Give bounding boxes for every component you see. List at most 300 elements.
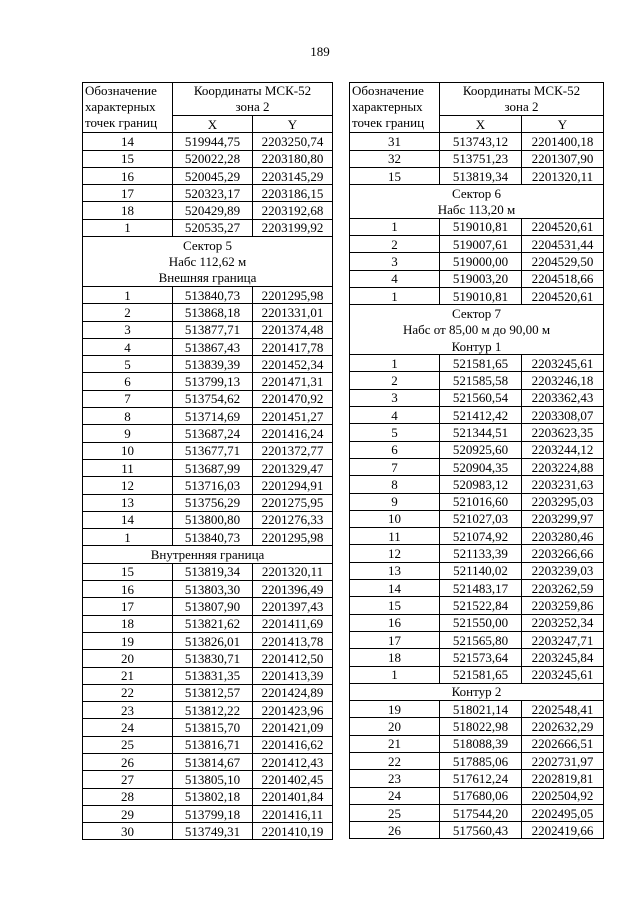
point-number-cell: 31 — [350, 133, 440, 150]
y-coordinate-cell: 2203250,74 — [253, 133, 333, 150]
point-number-cell: 15 — [83, 150, 173, 167]
table-row — [83, 202, 333, 219]
y-coordinate-cell: 2201295,98 — [253, 529, 333, 546]
y-coordinate-cell: 2201402,45 — [253, 771, 333, 788]
table-row — [350, 649, 604, 666]
x-coordinate-cell: 518088,39 — [440, 735, 522, 752]
table-row — [350, 270, 604, 287]
x-coordinate-cell: 517544,20 — [440, 804, 522, 821]
x-coordinate-cell: 513830,71 — [173, 650, 253, 667]
table-row — [83, 356, 333, 373]
x-coordinate-cell: 519000,00 — [440, 253, 522, 270]
table-row — [83, 632, 333, 649]
table-row — [350, 735, 604, 752]
section-row — [350, 185, 604, 202]
table-row — [83, 529, 333, 546]
coordinates-table-right — [349, 82, 604, 839]
section-label: Набс 113,20 м — [350, 201, 604, 218]
section-row — [350, 338, 604, 355]
header-designation-line: точек границ — [85, 115, 158, 130]
table-row — [350, 752, 604, 769]
section-label: Сектор 7 — [350, 305, 604, 322]
y-coordinate-cell: 2202632,29 — [522, 718, 604, 735]
x-coordinate-cell: 513716,03 — [173, 477, 253, 494]
table-row — [83, 477, 333, 494]
y-coordinate-cell: 2203180,80 — [253, 150, 333, 167]
x-coordinate-cell: 521412,42 — [440, 407, 522, 424]
section-label: Контур 1 — [350, 338, 604, 355]
x-coordinate-cell: 521522,84 — [440, 597, 522, 614]
x-coordinate-cell: 513815,70 — [173, 719, 253, 736]
section-row — [83, 237, 333, 254]
x-coordinate-cell: 521140,02 — [440, 562, 522, 579]
x-coordinate-cell: 519007,61 — [440, 236, 522, 253]
header-designation-line: точек границ — [352, 115, 425, 130]
table-row — [350, 253, 604, 270]
section-row — [350, 305, 604, 322]
x-coordinate-cell: 521581,65 — [440, 666, 522, 683]
point-number-cell: 14 — [350, 580, 440, 597]
table-row — [83, 321, 333, 338]
point-number-cell: 17 — [83, 598, 173, 615]
point-number-cell: 29 — [83, 805, 173, 822]
point-number-cell: 1 — [350, 218, 440, 235]
table-row — [350, 476, 604, 493]
y-coordinate-cell: 2202504,92 — [522, 787, 604, 804]
point-number-cell: 23 — [83, 702, 173, 719]
y-coordinate-cell: 2201413,39 — [253, 667, 333, 684]
x-coordinate-cell: 513819,34 — [440, 167, 522, 184]
table-row — [83, 390, 333, 407]
point-number-cell: 30 — [83, 823, 173, 840]
point-number-cell: 24 — [83, 719, 173, 736]
point-number-cell: 26 — [350, 822, 440, 839]
header-designation-line: характерных — [85, 99, 156, 114]
y-coordinate-cell: 2203224,88 — [522, 458, 604, 475]
y-coordinate-cell: 2201307,90 — [522, 150, 604, 167]
y-coordinate-cell: 2203199,92 — [253, 219, 333, 236]
point-number-cell: 17 — [83, 185, 173, 202]
table-row — [350, 770, 604, 787]
point-number-cell: 15 — [83, 563, 173, 580]
x-coordinate-cell: 513803,30 — [173, 581, 253, 598]
point-number-cell: 3 — [350, 389, 440, 406]
point-number-cell: 3 — [83, 321, 173, 338]
x-coordinate-cell: 513812,57 — [173, 684, 253, 701]
section-label: Сектор 6 — [350, 185, 604, 202]
x-coordinate-cell: 521016,60 — [440, 493, 522, 510]
table-row — [83, 150, 333, 167]
table-row — [83, 408, 333, 425]
header-coordinates-line: зона 2 — [235, 99, 270, 114]
point-number-cell: 27 — [83, 771, 173, 788]
x-coordinate-cell: 513756,29 — [173, 494, 253, 511]
point-number-cell: 15 — [350, 167, 440, 184]
x-coordinate-cell: 521585,58 — [440, 372, 522, 389]
header-designation — [350, 83, 440, 133]
y-coordinate-cell: 2201320,11 — [522, 167, 604, 184]
point-number-cell: 6 — [350, 441, 440, 458]
table-row — [83, 615, 333, 632]
table-row — [350, 407, 604, 424]
x-coordinate-cell: 513867,43 — [173, 338, 253, 355]
table-row — [83, 667, 333, 684]
y-coordinate-cell: 2203245,61 — [522, 666, 604, 683]
y-coordinate-cell: 2202419,66 — [522, 822, 604, 839]
y-coordinate-cell: 2203239,03 — [522, 562, 604, 579]
table-row — [83, 425, 333, 442]
point-number-cell: 8 — [83, 408, 173, 425]
table-row — [350, 287, 604, 304]
section-label: Сектор 5 — [83, 237, 333, 254]
y-coordinate-cell: 2201411,69 — [253, 615, 333, 632]
y-coordinate-cell: 2204520,61 — [522, 218, 604, 235]
x-coordinate-cell: 513868,18 — [173, 304, 253, 321]
point-number-cell: 12 — [350, 545, 440, 562]
table-row — [350, 545, 604, 562]
table-row — [350, 631, 604, 648]
table-row — [350, 133, 604, 150]
y-coordinate-cell: 2201424,89 — [253, 684, 333, 701]
table-row — [350, 718, 604, 735]
y-coordinate-cell: 2203192,68 — [253, 202, 333, 219]
point-number-cell: 2 — [83, 304, 173, 321]
point-number-cell: 25 — [83, 736, 173, 753]
y-coordinate-cell: 2203266,66 — [522, 545, 604, 562]
header-x: X — [440, 116, 522, 133]
y-coordinate-cell: 2201451,27 — [253, 408, 333, 425]
y-coordinate-cell: 2203299,97 — [522, 510, 604, 527]
point-number-cell: 10 — [350, 510, 440, 527]
y-coordinate-cell: 2203295,03 — [522, 493, 604, 510]
point-number-cell: 5 — [350, 424, 440, 441]
x-coordinate-cell: 513799,18 — [173, 805, 253, 822]
y-coordinate-cell: 2202495,05 — [522, 804, 604, 821]
point-number-cell: 20 — [350, 718, 440, 735]
x-coordinate-cell: 513805,10 — [173, 771, 253, 788]
table-row — [83, 494, 333, 511]
y-coordinate-cell: 2201320,11 — [253, 563, 333, 580]
x-coordinate-cell: 521344,51 — [440, 424, 522, 441]
table-row — [350, 150, 604, 167]
x-coordinate-cell: 517885,06 — [440, 752, 522, 769]
table-row — [83, 167, 333, 184]
table-body-left — [83, 133, 333, 840]
y-coordinate-cell: 2204531,44 — [522, 236, 604, 253]
table-row — [83, 702, 333, 719]
table-row — [83, 771, 333, 788]
y-coordinate-cell: 2202819,81 — [522, 770, 604, 787]
table-row — [83, 511, 333, 528]
point-number-cell: 4 — [83, 338, 173, 355]
x-coordinate-cell: 513821,62 — [173, 615, 253, 632]
x-coordinate-cell: 519010,81 — [440, 287, 522, 304]
table-row — [350, 528, 604, 545]
x-coordinate-cell: 517680,06 — [440, 787, 522, 804]
point-number-cell: 11 — [350, 528, 440, 545]
point-number-cell: 10 — [83, 442, 173, 459]
y-coordinate-cell: 2201416,24 — [253, 425, 333, 442]
x-coordinate-cell: 513812,22 — [173, 702, 253, 719]
x-coordinate-cell: 521133,39 — [440, 545, 522, 562]
x-coordinate-cell: 513749,31 — [173, 823, 253, 840]
point-number-cell: 16 — [350, 614, 440, 631]
section-row — [350, 201, 604, 218]
point-number-cell: 12 — [83, 477, 173, 494]
table-row — [83, 581, 333, 598]
section-row — [350, 322, 604, 338]
table-row — [350, 218, 604, 235]
x-coordinate-cell: 521573,64 — [440, 649, 522, 666]
x-coordinate-cell: 513687,24 — [173, 425, 253, 442]
table-row — [350, 804, 604, 821]
y-coordinate-cell: 2201400,18 — [522, 133, 604, 150]
point-number-cell: 20 — [83, 650, 173, 667]
point-number-cell: 24 — [350, 787, 440, 804]
table-row — [83, 563, 333, 580]
x-coordinate-cell: 520983,12 — [440, 476, 522, 493]
x-coordinate-cell: 513816,71 — [173, 736, 253, 753]
y-coordinate-cell: 2201423,96 — [253, 702, 333, 719]
y-coordinate-cell: 2203362,43 — [522, 389, 604, 406]
y-coordinate-cell: 2201276,33 — [253, 511, 333, 528]
section-label: Внешняя граница — [83, 270, 333, 287]
point-number-cell: 1 — [350, 666, 440, 683]
x-coordinate-cell: 513800,80 — [173, 511, 253, 528]
table-row — [350, 389, 604, 406]
x-coordinate-cell: 520022,28 — [173, 150, 253, 167]
table-row — [83, 736, 333, 753]
x-coordinate-cell: 513754,62 — [173, 390, 253, 407]
header-designation — [83, 83, 173, 133]
y-coordinate-cell: 2201295,98 — [253, 286, 333, 303]
section-row — [83, 253, 333, 269]
x-coordinate-cell: 519944,75 — [173, 133, 253, 150]
y-coordinate-cell: 2201412,43 — [253, 753, 333, 770]
y-coordinate-cell: 2201410,19 — [253, 823, 333, 840]
y-coordinate-cell: 2201372,77 — [253, 442, 333, 459]
table-row — [83, 805, 333, 822]
point-number-cell: 4 — [350, 270, 440, 287]
table-row — [83, 650, 333, 667]
y-coordinate-cell: 2201329,47 — [253, 459, 333, 476]
table-row — [350, 424, 604, 441]
table-row — [83, 719, 333, 736]
section-label: Контур 2 — [350, 683, 604, 700]
point-number-cell: 6 — [83, 373, 173, 390]
point-number-cell: 4 — [350, 407, 440, 424]
table-row — [350, 822, 604, 839]
x-coordinate-cell: 513839,39 — [173, 356, 253, 373]
x-coordinate-cell: 519010,81 — [440, 218, 522, 235]
table-row — [350, 597, 604, 614]
table-row — [350, 441, 604, 458]
x-coordinate-cell: 513819,34 — [173, 563, 253, 580]
y-coordinate-cell: 2204529,50 — [522, 253, 604, 270]
y-coordinate-cell: 2201396,49 — [253, 581, 333, 598]
point-number-cell: 14 — [83, 511, 173, 528]
y-coordinate-cell: 2202731,97 — [522, 752, 604, 769]
table-row — [83, 286, 333, 303]
point-number-cell: 17 — [350, 631, 440, 648]
table-row — [350, 236, 604, 253]
x-coordinate-cell: 517612,24 — [440, 770, 522, 787]
section-row — [350, 683, 604, 700]
x-coordinate-cell: 513714,69 — [173, 408, 253, 425]
header-y: Y — [522, 116, 604, 133]
point-number-cell: 7 — [350, 458, 440, 475]
section-row — [83, 546, 333, 563]
table-row — [83, 304, 333, 321]
y-coordinate-cell: 2204520,61 — [522, 287, 604, 304]
header-designation-line: характерных — [352, 99, 423, 114]
table-row — [83, 338, 333, 355]
x-coordinate-cell: 513877,71 — [173, 321, 253, 338]
y-coordinate-cell: 2203247,71 — [522, 631, 604, 648]
header-coordinates — [173, 83, 333, 116]
x-coordinate-cell: 513807,90 — [173, 598, 253, 615]
y-coordinate-cell: 2201401,84 — [253, 788, 333, 805]
point-number-cell: 11 — [83, 459, 173, 476]
header-y: Y — [253, 116, 333, 133]
header-x: X — [173, 116, 253, 133]
point-number-cell: 22 — [350, 752, 440, 769]
x-coordinate-cell: 513751,23 — [440, 150, 522, 167]
y-coordinate-cell: 2201374,48 — [253, 321, 333, 338]
x-coordinate-cell: 513687,99 — [173, 459, 253, 476]
y-coordinate-cell: 2203245,61 — [522, 355, 604, 372]
y-coordinate-cell: 2201397,43 — [253, 598, 333, 615]
y-coordinate-cell: 2203246,18 — [522, 372, 604, 389]
point-number-cell: 18 — [83, 202, 173, 219]
y-coordinate-cell: 2201331,01 — [253, 304, 333, 321]
table-row — [83, 219, 333, 236]
x-coordinate-cell: 521565,80 — [440, 631, 522, 648]
point-number-cell: 18 — [350, 649, 440, 666]
table-row — [350, 666, 604, 683]
y-coordinate-cell: 2201417,78 — [253, 338, 333, 355]
section-label: Внутренняя граница — [83, 546, 333, 563]
x-coordinate-cell: 521483,17 — [440, 580, 522, 597]
point-number-cell: 21 — [83, 667, 173, 684]
point-number-cell: 1 — [83, 286, 173, 303]
x-coordinate-cell: 513743,12 — [440, 133, 522, 150]
point-number-cell: 3 — [350, 253, 440, 270]
table-row — [350, 167, 604, 184]
coordinates-table-left — [82, 82, 333, 840]
section-label: Набс 112,62 м — [83, 253, 333, 269]
table-row — [350, 614, 604, 631]
y-coordinate-cell: 2203308,07 — [522, 407, 604, 424]
point-number-cell: 22 — [83, 684, 173, 701]
y-coordinate-cell: 2203245,84 — [522, 649, 604, 666]
table-row — [83, 185, 333, 202]
table-row — [350, 458, 604, 475]
point-number-cell: 16 — [83, 167, 173, 184]
x-coordinate-cell: 520535,27 — [173, 219, 253, 236]
point-number-cell: 1 — [350, 355, 440, 372]
y-coordinate-cell: 2201470,92 — [253, 390, 333, 407]
point-number-cell: 2 — [350, 236, 440, 253]
x-coordinate-cell: 520925,60 — [440, 441, 522, 458]
x-coordinate-cell: 520045,29 — [173, 167, 253, 184]
section-row — [83, 270, 333, 287]
point-number-cell: 26 — [83, 753, 173, 770]
y-coordinate-cell: 2201421,09 — [253, 719, 333, 736]
point-number-cell: 13 — [83, 494, 173, 511]
table-body-right — [350, 133, 604, 839]
table-row — [83, 753, 333, 770]
x-coordinate-cell: 513840,73 — [173, 286, 253, 303]
table-row — [83, 442, 333, 459]
point-number-cell: 25 — [350, 804, 440, 821]
y-coordinate-cell: 2203280,46 — [522, 528, 604, 545]
point-number-cell: 19 — [350, 701, 440, 718]
point-number-cell: 13 — [350, 562, 440, 579]
table-row — [350, 510, 604, 527]
point-number-cell: 19 — [83, 632, 173, 649]
x-coordinate-cell: 520323,17 — [173, 185, 253, 202]
x-coordinate-cell: 513799,13 — [173, 373, 253, 390]
x-coordinate-cell: 513826,01 — [173, 632, 253, 649]
header-designation-line: Обозначение — [85, 83, 157, 98]
point-number-cell: 5 — [83, 356, 173, 373]
point-number-cell: 32 — [350, 150, 440, 167]
y-coordinate-cell: 2201471,31 — [253, 373, 333, 390]
y-coordinate-cell: 2201294,91 — [253, 477, 333, 494]
point-number-cell: 1 — [83, 529, 173, 546]
header-coordinates — [440, 83, 604, 116]
x-coordinate-cell: 520904,35 — [440, 458, 522, 475]
point-number-cell: 2 — [350, 372, 440, 389]
point-number-cell: 1 — [83, 219, 173, 236]
x-coordinate-cell: 513677,71 — [173, 442, 253, 459]
y-coordinate-cell: 2201412,50 — [253, 650, 333, 667]
y-coordinate-cell: 2203186,15 — [253, 185, 333, 202]
y-coordinate-cell: 2203231,63 — [522, 476, 604, 493]
y-coordinate-cell: 2202548,41 — [522, 701, 604, 718]
point-number-cell: 16 — [83, 581, 173, 598]
table-row — [350, 372, 604, 389]
point-number-cell: 9 — [350, 493, 440, 510]
table-row — [350, 562, 604, 579]
point-number-cell: 28 — [83, 788, 173, 805]
y-coordinate-cell: 2203262,59 — [522, 580, 604, 597]
y-coordinate-cell: 2203244,12 — [522, 441, 604, 458]
table-row — [350, 493, 604, 510]
x-coordinate-cell: 513802,18 — [173, 788, 253, 805]
y-coordinate-cell: 2201452,34 — [253, 356, 333, 373]
header-coordinates-line: зона 2 — [504, 99, 539, 114]
table-row — [83, 373, 333, 390]
y-coordinate-cell: 2201416,62 — [253, 736, 333, 753]
point-number-cell: 21 — [350, 735, 440, 752]
table-row — [350, 787, 604, 804]
point-number-cell: 14 — [83, 133, 173, 150]
point-number-cell: 1 — [350, 287, 440, 304]
point-number-cell: 18 — [83, 615, 173, 632]
x-coordinate-cell: 513840,73 — [173, 529, 253, 546]
y-coordinate-cell: 2203259,86 — [522, 597, 604, 614]
x-coordinate-cell: 513814,67 — [173, 753, 253, 770]
point-number-cell: 15 — [350, 597, 440, 614]
table-row — [350, 580, 604, 597]
table-row — [350, 355, 604, 372]
y-coordinate-cell: 2203252,34 — [522, 614, 604, 631]
x-coordinate-cell: 521074,92 — [440, 528, 522, 545]
x-coordinate-cell: 513831,35 — [173, 667, 253, 684]
point-number-cell: 23 — [350, 770, 440, 787]
